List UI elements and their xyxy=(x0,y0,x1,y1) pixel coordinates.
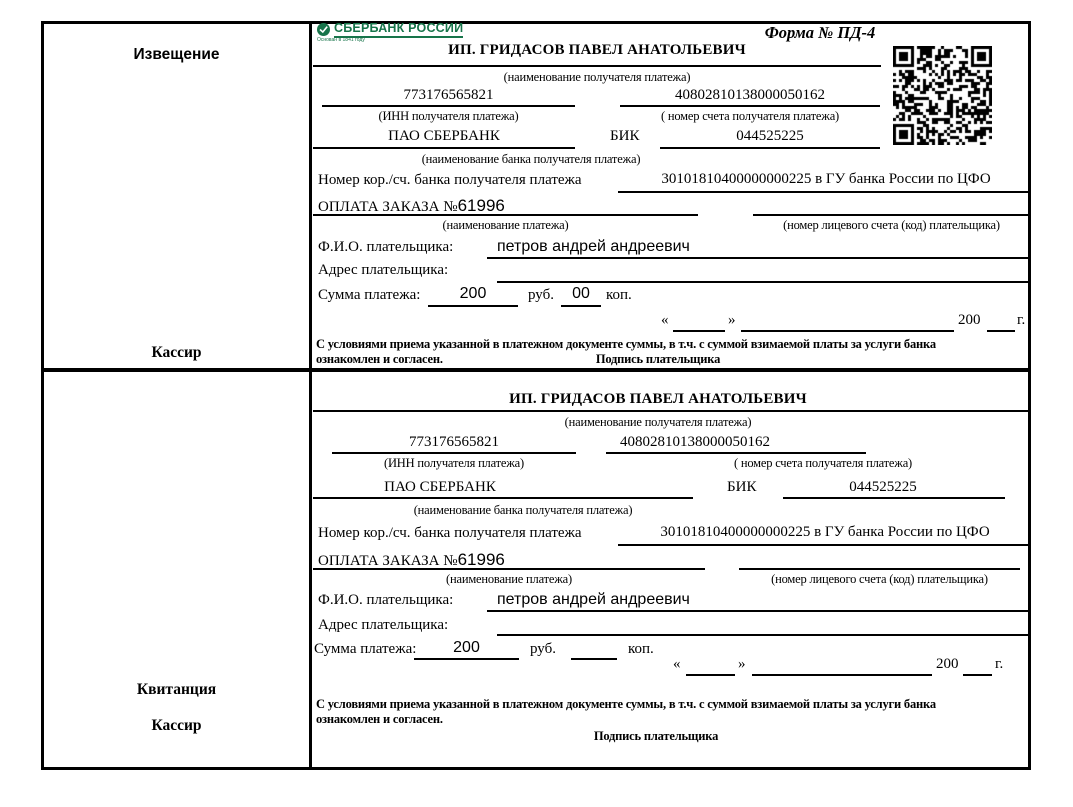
field-line xyxy=(322,105,575,107)
field-line xyxy=(313,147,575,149)
date-year-suffix: г. xyxy=(995,656,1004,672)
column-divider xyxy=(309,21,312,770)
amount-rub-value: 200 xyxy=(459,285,487,302)
amount-label: Сумма платежа: xyxy=(314,641,417,657)
payee-caption: (наименование получателя платежа) xyxy=(564,415,752,429)
date-quote-close: » xyxy=(738,656,746,672)
corr-account-label: Номер кор./сч. банка получателя платежа xyxy=(318,172,582,188)
agreement-text-line2: ознакомлен и согласен. xyxy=(316,352,443,366)
field-line xyxy=(313,214,698,216)
date-quote-open: « xyxy=(673,656,681,672)
account-caption: ( номер счета получателя платежа) xyxy=(660,109,840,123)
kop-label: коп. xyxy=(628,641,654,657)
account-caption: ( номер счета получателя платежа) xyxy=(733,456,913,470)
date-line xyxy=(686,674,735,676)
field-line xyxy=(620,105,880,107)
field-line xyxy=(497,634,1028,636)
corr-account-value: 30101810400000000225 в ГУ банка России по ЦФО xyxy=(661,171,991,187)
field-line xyxy=(313,568,705,570)
personal-account-caption: (номер лицевого счета (код) плательщика) xyxy=(771,572,988,586)
date-year-suffix: г. xyxy=(1017,312,1026,328)
field-line xyxy=(571,658,617,660)
payment-purpose-label: ОПЛАТА ЗАКАЗА № xyxy=(318,199,458,215)
corr-account-value: 30101810400000000225 в ГУ банка России по ЦФО xyxy=(660,524,990,540)
field-line xyxy=(428,305,518,307)
field-line xyxy=(313,410,1028,412)
payer-name-label: Ф.И.О. плательщика: xyxy=(318,592,454,608)
amount-kop-value: 00 xyxy=(572,285,590,302)
payment-purpose-value: 61996 xyxy=(457,196,505,215)
sberbank-logo-icon xyxy=(317,23,330,36)
field-line xyxy=(618,544,1028,546)
payer-name-value: петров андрей андреевич xyxy=(497,591,690,608)
bik-value: 044525225 xyxy=(849,479,917,495)
inn-caption: (ИНН получателя платежа) xyxy=(384,456,524,470)
personal-account-caption: (номер лицевого счета (код) плательщика) xyxy=(783,218,1000,232)
date-line xyxy=(752,674,932,676)
date-line xyxy=(741,330,954,332)
cashier-label-bottom: Кассир xyxy=(151,717,202,734)
sberbank-logo-tagline: Основан в 1841 году xyxy=(317,37,365,44)
field-line xyxy=(739,568,1020,570)
date-quote-open: « xyxy=(661,312,669,328)
sberbank-logo xyxy=(317,21,463,43)
field-line xyxy=(753,214,1030,216)
inn-value: 773176565821 xyxy=(409,434,499,450)
signature-label: Подпись плательщика xyxy=(595,352,721,366)
payer-address-label: Адрес плательщика: xyxy=(318,617,449,633)
kop-label: коп. xyxy=(606,287,632,303)
date-year-prefix: 200 xyxy=(936,656,959,672)
rub-label: руб. xyxy=(530,641,556,657)
field-line xyxy=(313,497,693,499)
bank-caption: (наименование банка получателя платежа) xyxy=(421,152,641,166)
date-quote-close: » xyxy=(728,312,736,328)
field-line xyxy=(497,281,1030,283)
field-line xyxy=(783,497,1005,499)
date-year-prefix: 200 xyxy=(958,312,981,328)
bank-name: ПАО СБЕРБАНК xyxy=(384,479,496,495)
bik-label: БИК xyxy=(610,128,640,144)
cashier-label-top: Кассир xyxy=(151,344,202,361)
field-line xyxy=(313,65,881,67)
field-line xyxy=(487,610,1028,612)
field-line xyxy=(332,452,576,454)
date-line xyxy=(963,674,992,676)
rub-label: руб. xyxy=(528,287,554,303)
field-line xyxy=(561,305,601,307)
bank-caption: (наименование банка получателя платежа) xyxy=(413,503,633,517)
notice-section-label: Извещение xyxy=(133,46,220,63)
payee-caption: (наименование получателя платежа) xyxy=(503,70,691,84)
amount-rub-value: 200 xyxy=(453,639,480,656)
bik-value: 044525225 xyxy=(736,128,804,144)
payer-name-value: петров андрей андреевич xyxy=(497,238,690,255)
amount-label: Сумма платежа: xyxy=(318,287,421,303)
payee-name: ИП. ГРИДАСОВ ПАВЕЛ АНАТОЛЬЕВИЧ xyxy=(448,42,746,58)
payer-name-label: Ф.И.О. плательщика: xyxy=(318,239,454,255)
signature-label: Подпись плательщика xyxy=(593,729,719,743)
date-line xyxy=(987,330,1015,332)
account-value: 40802810138000050162 xyxy=(620,434,770,450)
bank-name: ПАО СБЕРБАНК xyxy=(388,128,500,144)
field-line xyxy=(618,191,1030,193)
inn-caption: (ИНН получателя платежа) xyxy=(378,109,519,123)
receipt-section-label: Квитанция xyxy=(136,681,217,698)
payment-purpose-label: ОПЛАТА ЗАКАЗА № xyxy=(318,553,458,569)
date-line xyxy=(673,330,725,332)
payment-purpose-value: 61996 xyxy=(457,550,505,569)
qr-code xyxy=(893,46,992,145)
inn-value: 773176565821 xyxy=(403,87,494,103)
agreement-text-line2: ознакомлен и согласен. xyxy=(316,712,443,726)
payee-name: ИП. ГРИДАСОВ ПАВЕЛ АНАТОЛЬЕВИЧ xyxy=(509,391,807,407)
field-line xyxy=(414,658,519,660)
agreement-text-line1: С условиями приема указанной в платежном документе суммы, в т.ч. с суммой взимаемой платы за услуги банка xyxy=(316,337,936,351)
bik-label: БИК xyxy=(727,479,757,495)
field-line xyxy=(487,257,1030,259)
purpose-caption: (наименование платежа) xyxy=(446,572,572,586)
field-line xyxy=(606,452,866,454)
sberbank-logo-text: СБЕРБАНК РОССИИ xyxy=(334,21,463,38)
agreement-text-line1: С условиями приема указанной в платежном документе суммы, в т.ч. с суммой взимаемой платы за услуги банка xyxy=(316,697,936,711)
section-divider xyxy=(41,368,1031,372)
field-line xyxy=(660,147,880,149)
corr-account-label: Номер кор./сч. банка получателя платежа xyxy=(318,525,582,541)
account-value: 40802810138000050162 xyxy=(675,87,825,103)
payer-address-label: Адрес плательщика: xyxy=(318,262,449,278)
purpose-caption: (наименование платежа) xyxy=(442,218,569,232)
form-number: Форма № ПД-4 xyxy=(764,23,876,42)
